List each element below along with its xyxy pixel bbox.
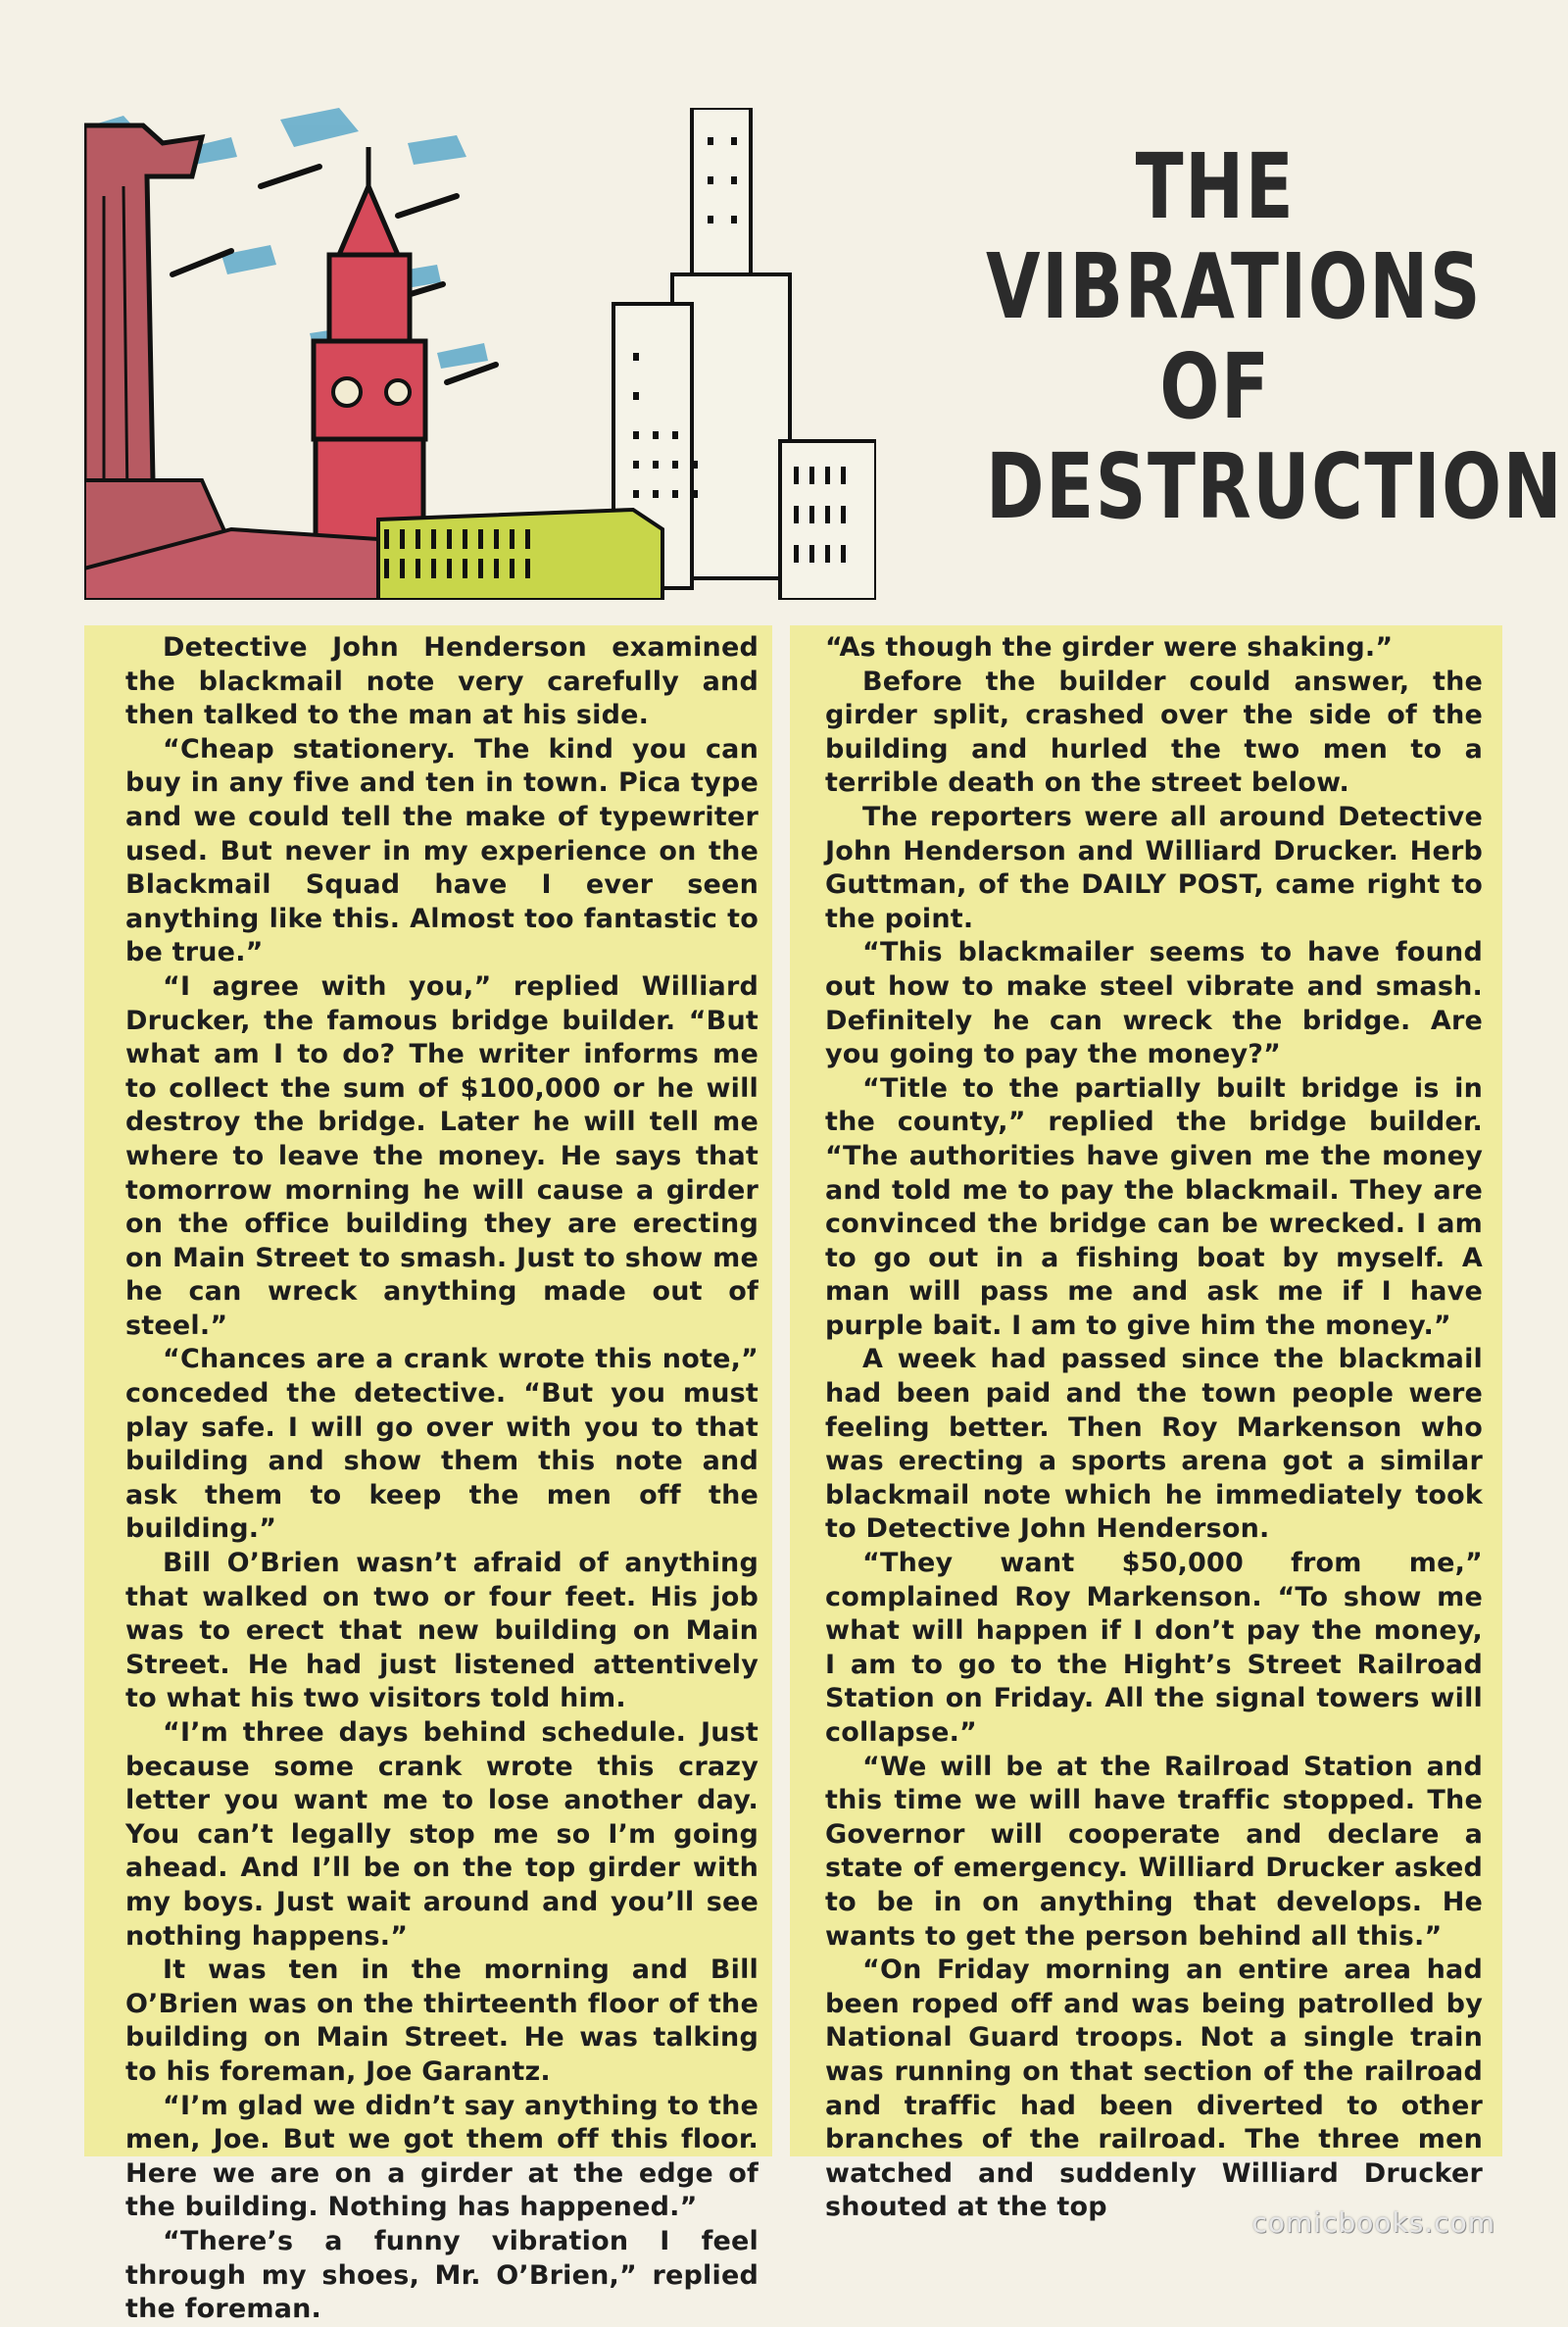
green-building (378, 510, 662, 600)
chimney (84, 125, 241, 588)
paragraph: It was ten in the morning and Bill O’Brien was on the thirteenth floor of the building on Main Street. He was talking to his foreman, Joe Garantz. (125, 1955, 759, 2087)
paragraph: “I’m glad we didn’t say anything to the men, Joe. But we got them off this floor. Here we are on a girder at the edge of the building. Nothing has happened.” (125, 2090, 759, 2223)
paragraph: Bill O’Brien wasn’t afraid of anything that walked on two or four feet. His job was to erect that new building on Main Street. He had just listened attentively to what his two visitors told him. (125, 1548, 759, 1714)
paragraph: “On Friday morning an entire area had been roped off and was being patrolled by National Guard troops. Not a single train was running on that section of the railroad and traffic had been diverted to other branches of the railroad. The three men watched and suddenly Williard Drucker shouted at the top (825, 1955, 1483, 2223)
clock-tower (314, 147, 425, 557)
paragraph: The reporters were all around Detective John Henderson and Williard Drucker. Herb Guttman, of the DAILY POST, came right to the point. (825, 801, 1483, 934)
paragraph: “They want $50,000 from me,” complained Roy Markenson. “To show me what will happen if I don’t pay the money, I am to go to the Hight’s Street Railroad Station on Friday. All the signal towers will collapse.” (825, 1548, 1483, 1748)
story-title (921, 134, 1564, 539)
title-line: VIBRATIONS (986, 234, 1483, 339)
paragraph: “There’s a funny vibration I feel through my shoes, Mr. O’Brien,” replied the foreman. (125, 2225, 759, 2325)
city-skyline-illustration (84, 108, 876, 600)
paragraph: “I agree with you,” replied Williard Drucker, the famous bridge builder. “But what am I to do? The writer informs me to collect the sum of $100,000 or he will destroy the bridge. Later he will tell me where to leave the money. He says that tomorrow morning he will cause a girder on the office building they are erecting on Main Street to smash. Just to show me he can wreck anything made out of steel.” (125, 970, 759, 1341)
paragraph: “As though the girder were shaking.” (825, 632, 1394, 663)
left-text-column (84, 625, 772, 2325)
paragraph: “We will be at the Railroad Station and this time we will have traffic stopped. The Governor will cooperate and declare a state of emergency. Williard Drucker asked to be in on anything that develops. He wants to get the person behind all this.” (825, 1751, 1483, 1952)
title-line: THE (1135, 134, 1296, 239)
title-line: DESTRUCTION (986, 434, 1564, 539)
title-line: OF (1159, 334, 1271, 439)
clock-icon (333, 378, 361, 406)
paragraph: Before the builder could answer, the girder split, crashed over the side of the building and hurled the two men to a terrible death on the street below. (825, 666, 1483, 799)
paragraph: A week had passed since the blackmail had been paid and the town people were feeling better. Then Roy Markenson who was erecting a sports arena got a similar blackmail note which he immediately took to Detective John Henderson. (825, 1344, 1483, 1545)
site-watermark: comicbooks.com (1251, 2206, 1495, 2239)
paragraph: Detective John Henderson examined the blackmail note very carefully and then talked to the man at his side. (125, 632, 759, 731)
paragraph: “Cheap stationery. The kind you can buy in any five and ten in town. Pica type and we could tell the make of typewriter used. But never in my experience on the Blackmail Squad have I ever seen anything like this. Almost too fantastic to be true.” (125, 733, 759, 968)
paragraph: “Title to the partially built bridge is in the county,” replied the bridge builder. “The authorities have given me the money and told me to pay the blackmail. They are convinced the bridge can be wrecked. I am to go out in a fishing boat by myself. A man will pass me and ask me if I have purple bait. I am to give him the money.” (825, 1072, 1483, 1341)
paragraph: “This blackmailer seems to have found out how to make steel vibrate and smash. Definitely he can wreck the bridge. Are you going to pay the money?” (825, 937, 1483, 1070)
paragraph: “Chances are a crank wrote this note,” conceded the detective. “But you must play safe. I will go over with you to that building and show them this note and ask them to keep the men off the building.” (125, 1344, 759, 1545)
paragraph: “I’m three days behind schedule. Just because some crank wrote this crazy letter you want me to lose another day. You can’t legally stop me so I’m going ahead. And I’ll be on the top girder with my boys. Just wait around and you’ll see nothing happens.” (125, 1717, 759, 1952)
